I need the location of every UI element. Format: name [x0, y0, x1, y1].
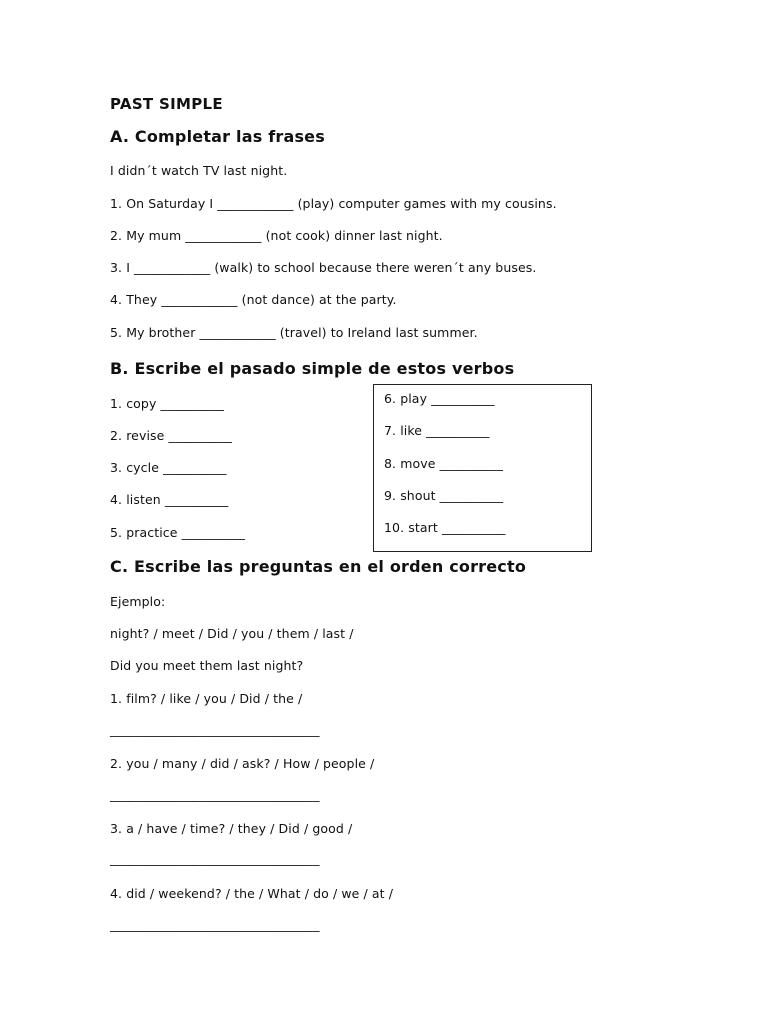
- section-c-item-3-answer-line: _________________________________: [110, 851, 320, 866]
- section-c-item-4-words: 4. did / weekend? / the / What / do / we / at /: [110, 886, 394, 901]
- section-a-item-3: 3. I ____________ (walk) to school because there weren´t any buses.: [110, 260, 537, 275]
- section-c-item-1-answer-line: _________________________________: [110, 722, 320, 737]
- section-a-item-5: 5. My brother ____________ (travel) to Ireland last summer.: [110, 325, 478, 340]
- section-b-item-1: 1. copy __________: [110, 396, 225, 411]
- section-a-example: I didn´t watch TV last night.: [110, 163, 288, 178]
- section-c-example-label: Ejemplo:: [110, 594, 166, 609]
- section-b-item-6: 6. play __________: [384, 391, 495, 406]
- section-b-item-4: 4. listen __________: [110, 492, 229, 507]
- section-b-item-3: 3. cycle __________: [110, 460, 227, 475]
- section-a-heading: A. Completar las frases: [110, 127, 325, 146]
- section-c-item-3-words: 3. a / have / time? / they / Did / good /: [110, 821, 353, 836]
- verb-box: [373, 384, 592, 552]
- section-b-item-7: 7. like __________: [384, 423, 490, 438]
- section-a-item-2: 2. My mum ____________ (not cook) dinner last night.: [110, 228, 443, 243]
- page-title: PAST SIMPLE: [110, 95, 223, 113]
- section-c-item-2-answer-line: _________________________________: [110, 787, 320, 802]
- section-b-item-9: 9. shout __________: [384, 488, 504, 503]
- section-c-item-1-words: 1. film? / like / you / Did / the /: [110, 691, 303, 706]
- section-c-item-2-words: 2. you / many / did / ask? / How / people /: [110, 756, 375, 771]
- section-c-example-answer: Did you meet them last night?: [110, 658, 304, 673]
- section-b-item-10: 10. start __________: [384, 520, 506, 535]
- section-b-item-2: 2. revise __________: [110, 428, 233, 443]
- section-b-item-8: 8. move __________: [384, 456, 504, 471]
- section-a-item-1: 1. On Saturday I ____________ (play) computer games with my cousins.: [110, 196, 557, 211]
- section-b-item-5: 5. practice __________: [110, 525, 246, 540]
- section-c-heading: C. Escribe las preguntas en el orden correcto: [110, 557, 527, 576]
- section-b-heading: B. Escribe el pasado simple de estos verbos: [110, 359, 515, 378]
- section-c-example-words: night? / meet / Did / you / them / last /: [110, 626, 354, 641]
- section-c-item-4-answer-line: _________________________________: [110, 917, 320, 932]
- section-a-item-4: 4. They ____________ (not dance) at the party.: [110, 292, 397, 307]
